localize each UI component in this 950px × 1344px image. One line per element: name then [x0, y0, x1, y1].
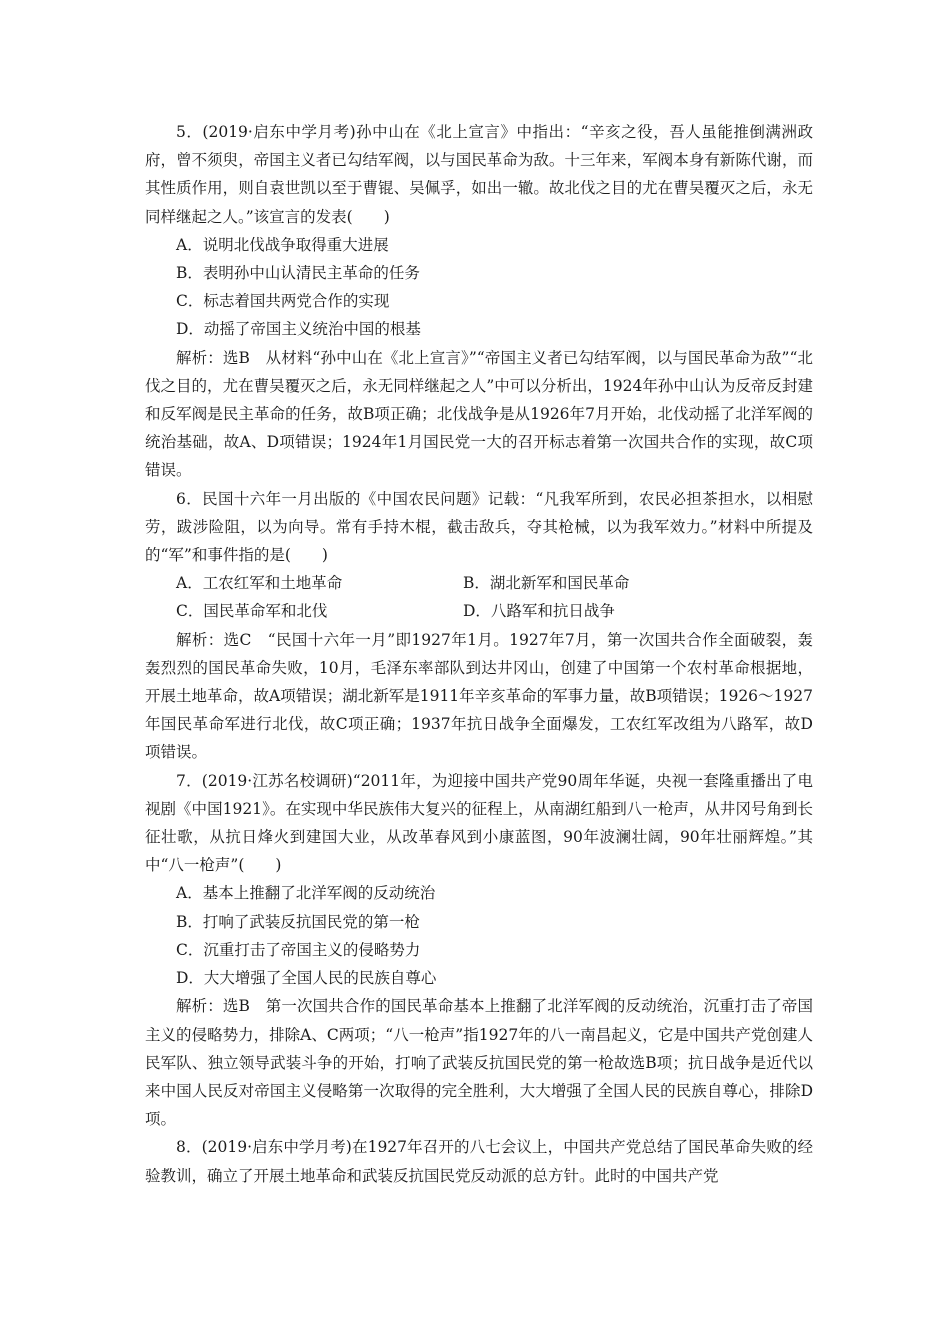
question-stem: 7．(2019·江苏名校调研)“2011年，为迎接中国共产党90周年华诞，央视一套隆重播出了电视剧《中国1921》。在实现中华民族伟大复兴的征程上，从南湖红船到八一枪声，从井冈号角到长征壮歌，从抗日烽火到建国大业，从改革春风到小康蓝图，90年波澜壮阔，90年壮丽辉煌。”其中“八一枪声”( ) [145, 771, 813, 875]
question-5 [145, 118, 813, 485]
option-b: B．打响了武装反抗国民党的第一枪 [176, 912, 420, 931]
option-d: D．动摇了帝国主义统治中国的根基 [176, 320, 421, 339]
option-row [145, 597, 813, 625]
option-c: C．标志着国共两党合作的实现 [176, 292, 390, 311]
analysis-text: 解析：选B 从材料“孙中山在《北上宣言》”“帝国主义者已勾结军阀，以与国民革命为敌”“北伐之目的，尤在曹吴覆灭之后，永无同样继起之人”中可以分析出，1924年孙中山认为反帝反封建和反军阀是民主革命的任务，故B项正确；北伐战争是从1926年7月开始，北伐动摇了北洋军阀的统治基础，故A、D项错误；1924年1月国民党一大的召开标志着第一次国共合作的实现，故C项错误。 [145, 348, 813, 480]
question-stem: 5．(2019·启东中学月考)孙中山在《北上宣言》中指出：“辛亥之役，吾人虽能推倒满洲政府，曾不须臾，帝国主义者已勾结军阀，以与国民革命为敌。十三年来，军阀本身有新陈代谢，而其性质作用，则自袁世凯以至于曹锟、吴佩孚，如出一辙。故北伐之目的尤在曹吴覆灭之后，永无同样继起之人。”该宣言的发表( ) [145, 123, 813, 226]
question-6 [145, 485, 813, 767]
option-b: B．表明孙中山认清民主革命的任务 [176, 264, 420, 283]
option-a: A．工农红军和土地革命 [176, 574, 343, 593]
option-d: D．大大增强了全国人民的民族自尊心 [176, 969, 437, 988]
question-stem: 8．(2019·启东中学月考)在1927年召开的八七会议上，中国共产党总结了国民革命失败的经验教训，确立了开展土地革命和武装反抗国民党反动派的总方针。此时的中国共产党 [145, 1138, 813, 1185]
option-a: A．基本上推翻了北洋军阀的反动统治 [176, 884, 436, 903]
option-d: D．八路军和抗日战争 [463, 602, 615, 621]
document-page [145, 118, 813, 1190]
question-8 [145, 1133, 813, 1189]
option-row [145, 569, 813, 597]
option-b: B．湖北新军和国民革命 [463, 574, 630, 593]
question-stem: 6．民国十六年一月出版的《中国农民问题》记载：“凡我军所到，农民必担茶担水，以相慰劳，跋涉险阻，以为向导。常有手持木棍，截击敌兵，夺其枪械，以为我军效力。”材料中所提及的“军”和事件指的是( ) [145, 489, 813, 565]
option-a: A．说明北伐战争取得重大进展 [176, 235, 389, 254]
option-c: C．国民革命军和北伐 [176, 602, 328, 621]
analysis-text: 解析：选B 第一次国共合作的国民革命基本上推翻了北洋军阀的反动统治，沉重打击了帝国主义的侵略势力，排除A、C两项；“八一枪声”指1927年的八一南昌起义，它是中国共产党创建人民军队、独立领导武装斗争的开始，打响了武装反抗国民党的第一枪故选B项；抗日战争是近代以来中国人民反对帝国主义侵略第一次取得的完全胜利，大大增强了全国人民的民族自尊心，排除D项。 [145, 997, 813, 1129]
option-c: C．沉重打击了帝国主义的侵略势力 [176, 940, 421, 959]
question-7 [145, 767, 813, 1134]
analysis-text: 解析：选C “民国十六年一月”即1927年1月。1927年7月，第一次国共合作全面破裂，轰轰烈烈的国民革命失败，10月，毛泽东率部队到达井冈山，创建了中国第一个农村革命根据地，开展土地革命，故A项错误；湖北新军是1911年辛亥革命的军事力量，故B项错误；1926～1927年国民革命军进行北伐，故C项正确；1937年抗日战争全面爆发，工农红军改组为八路军，故D项错误。 [145, 630, 813, 762]
